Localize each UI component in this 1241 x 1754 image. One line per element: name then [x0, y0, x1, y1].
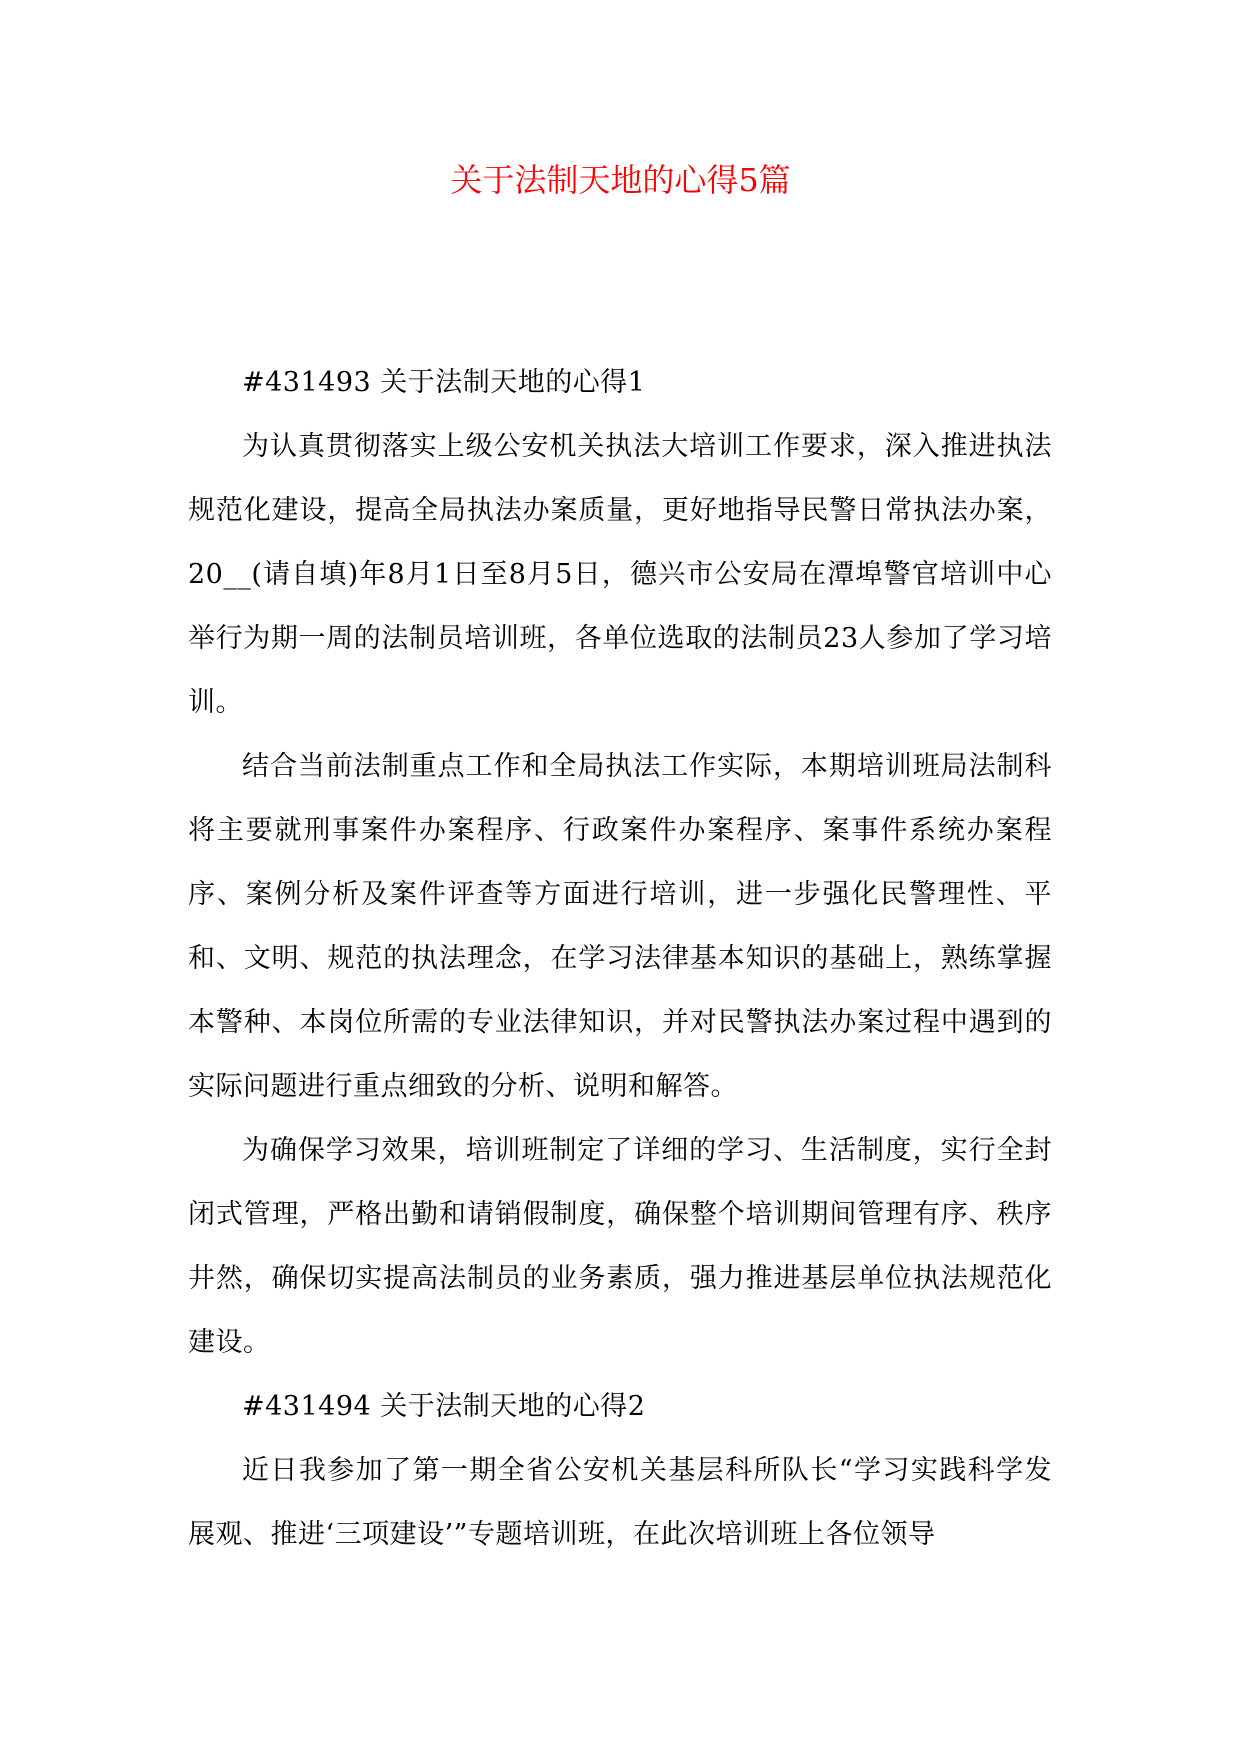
- document-body: [188, 351, 1052, 1567]
- section-heading: #431494 关于法制天地的心得2: [242, 1391, 646, 1422]
- body-paragraph: 近日我参加了第一期全省公安机关基层科所队长“学习实践科学发展观、推进‘三项建设’”专题培训班，在此次培训班上各位领导: [188, 1455, 1052, 1550]
- section-heading: #431493 关于法制天地的心得1: [242, 367, 646, 398]
- body-paragraph: 为确保学习效果，培训班制定了详细的学习、生活制度，实行全封闭式管理，严格出勤和请销假制度，确保整个培训期间管理有序、秩序井然，确保切实提高法制员的业务素质，强力推进基层单位执法规范化建设。: [188, 1135, 1052, 1358]
- body-paragraph: 结合当前法制重点工作和全局执法工作实际，本期培训班局法制科将主要就刑事案件办案程序、行政案件办案程序、案事件系统办案程序、案例分析及案件评查等方面进行培训，进一步强化民警理性、平和、文明、规范的执法理念，在学习法律基本知识的基础上，熟练掌握本警种、本岗位所需的专业法律知识，并对民警执法办案过程中遇到的实际问题进行重点细致的分析、说明和解答。: [188, 751, 1052, 1102]
- document-title: 关于法制天地的心得5篇: [450, 161, 791, 199]
- body-paragraph: 为认真贯彻落实上级公安机关执法大培训工作要求，深入推进执法规范化建设，提高全局执法办案质量，更好地指导民警日常执法办案，20__(请自填)年8月1日至8月5日，德兴市公安局在潭埠警官培训中心举行为期一周的法制员培训班，各单位选取的法制员23人参加了学习培训。: [188, 431, 1052, 718]
